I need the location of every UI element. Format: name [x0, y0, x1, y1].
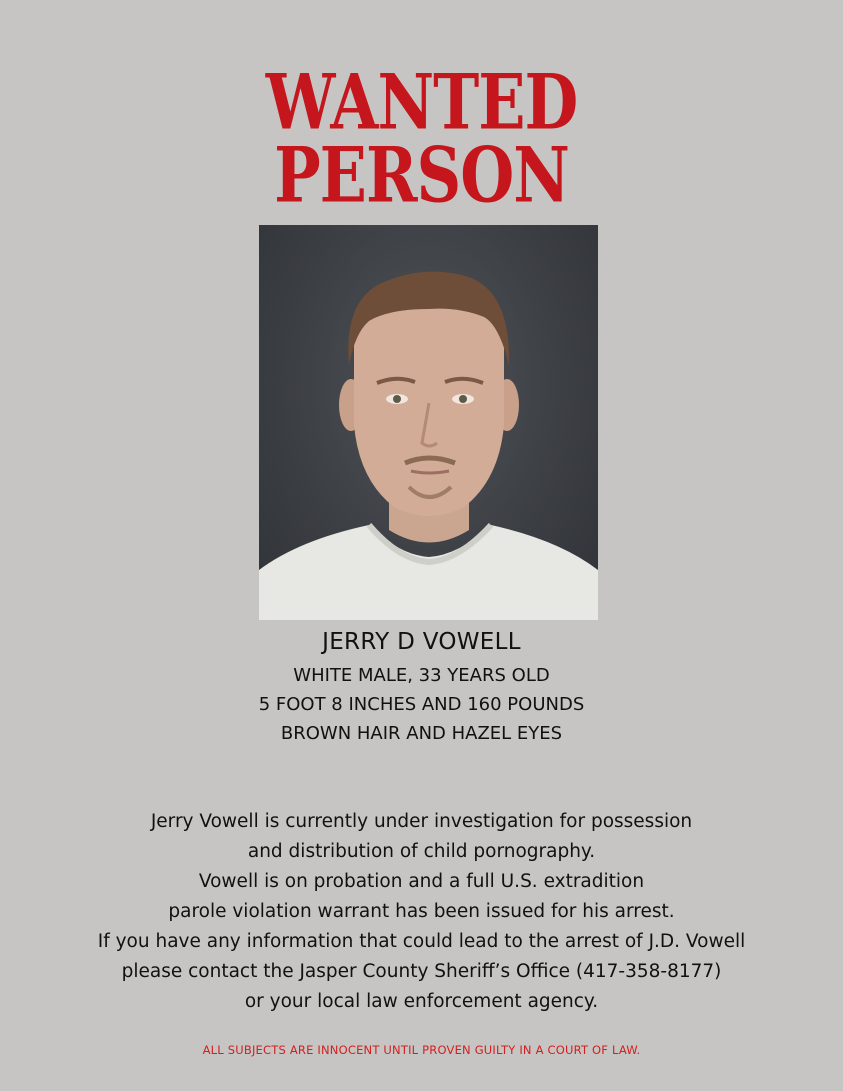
detail-line: WHITE MALE, 33 YEARS OLD [293, 665, 550, 686]
legal-disclaimer: ALL SUBJECTS ARE INNOCENT UNTIL PROVEN GUILTY IN A COURT OF LAW. [202, 1043, 641, 1057]
mugshot-photo [259, 225, 598, 620]
body-line: parole violation warrant has been issued for his arrest. [168, 901, 675, 922]
body-line: and distribution of child pornography. [247, 841, 596, 862]
body-line: please contact the Jasper County Sheriff’s Office (417-358-8177) [121, 961, 722, 982]
subject-name: JERRY D VOWELL [322, 629, 521, 655]
body-line: Vowell is on probation and a full U.S. extradition [198, 871, 645, 892]
headline-person: PERSON [274, 130, 569, 220]
body-line: Jerry Vowell is currently under investigation for possession [150, 811, 693, 832]
description-paragraph [0, 807, 843, 1017]
detail-line: BROWN HAIR AND HAZEL EYES [280, 723, 563, 744]
subject-details [0, 661, 843, 748]
detail-line: 5 FOOT 8 INCHES AND 160 POUNDS [258, 694, 585, 715]
body-line: If you have any information that could lead to the arrest of J.D. Vowell [97, 931, 746, 952]
body-line: or your local law enforcement agency. [244, 991, 599, 1012]
headline-wanted: WANTED [265, 57, 578, 147]
